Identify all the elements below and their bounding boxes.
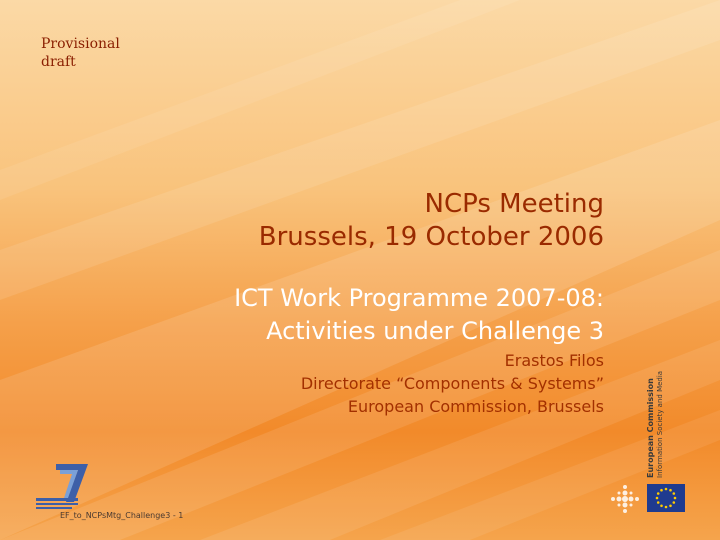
programme-title [234, 282, 604, 348]
stamp-line-2: draft [41, 54, 76, 70]
meeting-title [259, 188, 604, 254]
author-name: Erastos Filos [504, 351, 604, 370]
meeting-line-2: Brussels, 19 October 2006 [258, 222, 604, 252]
programme-line-1: ICT Work Programme 2007-08: [234, 284, 604, 312]
ist-dots-icon [610, 484, 640, 514]
programme-line-2: Activities under Challenge 3 [266, 317, 604, 345]
author-organisation: European Commission, Brussels [347, 397, 604, 416]
footer-reference: EF_to_NCPsMtg_Challenge3 - 1 [60, 511, 184, 520]
ec-logo-text [646, 358, 682, 478]
author-directorate: Directorate “Components & Systems” [300, 374, 604, 393]
author-block [301, 349, 604, 418]
meeting-line-1: NCPs Meeting [424, 189, 604, 219]
ec-logo-line-2: Information Society and Media [656, 370, 664, 478]
ec-logo-line-1: European Commission [646, 378, 655, 478]
fp7-logo [34, 458, 90, 514]
stamp-line-1: Provisional [41, 36, 120, 52]
provisional-draft-stamp [41, 35, 120, 71]
eu-flag-icon [647, 484, 685, 512]
